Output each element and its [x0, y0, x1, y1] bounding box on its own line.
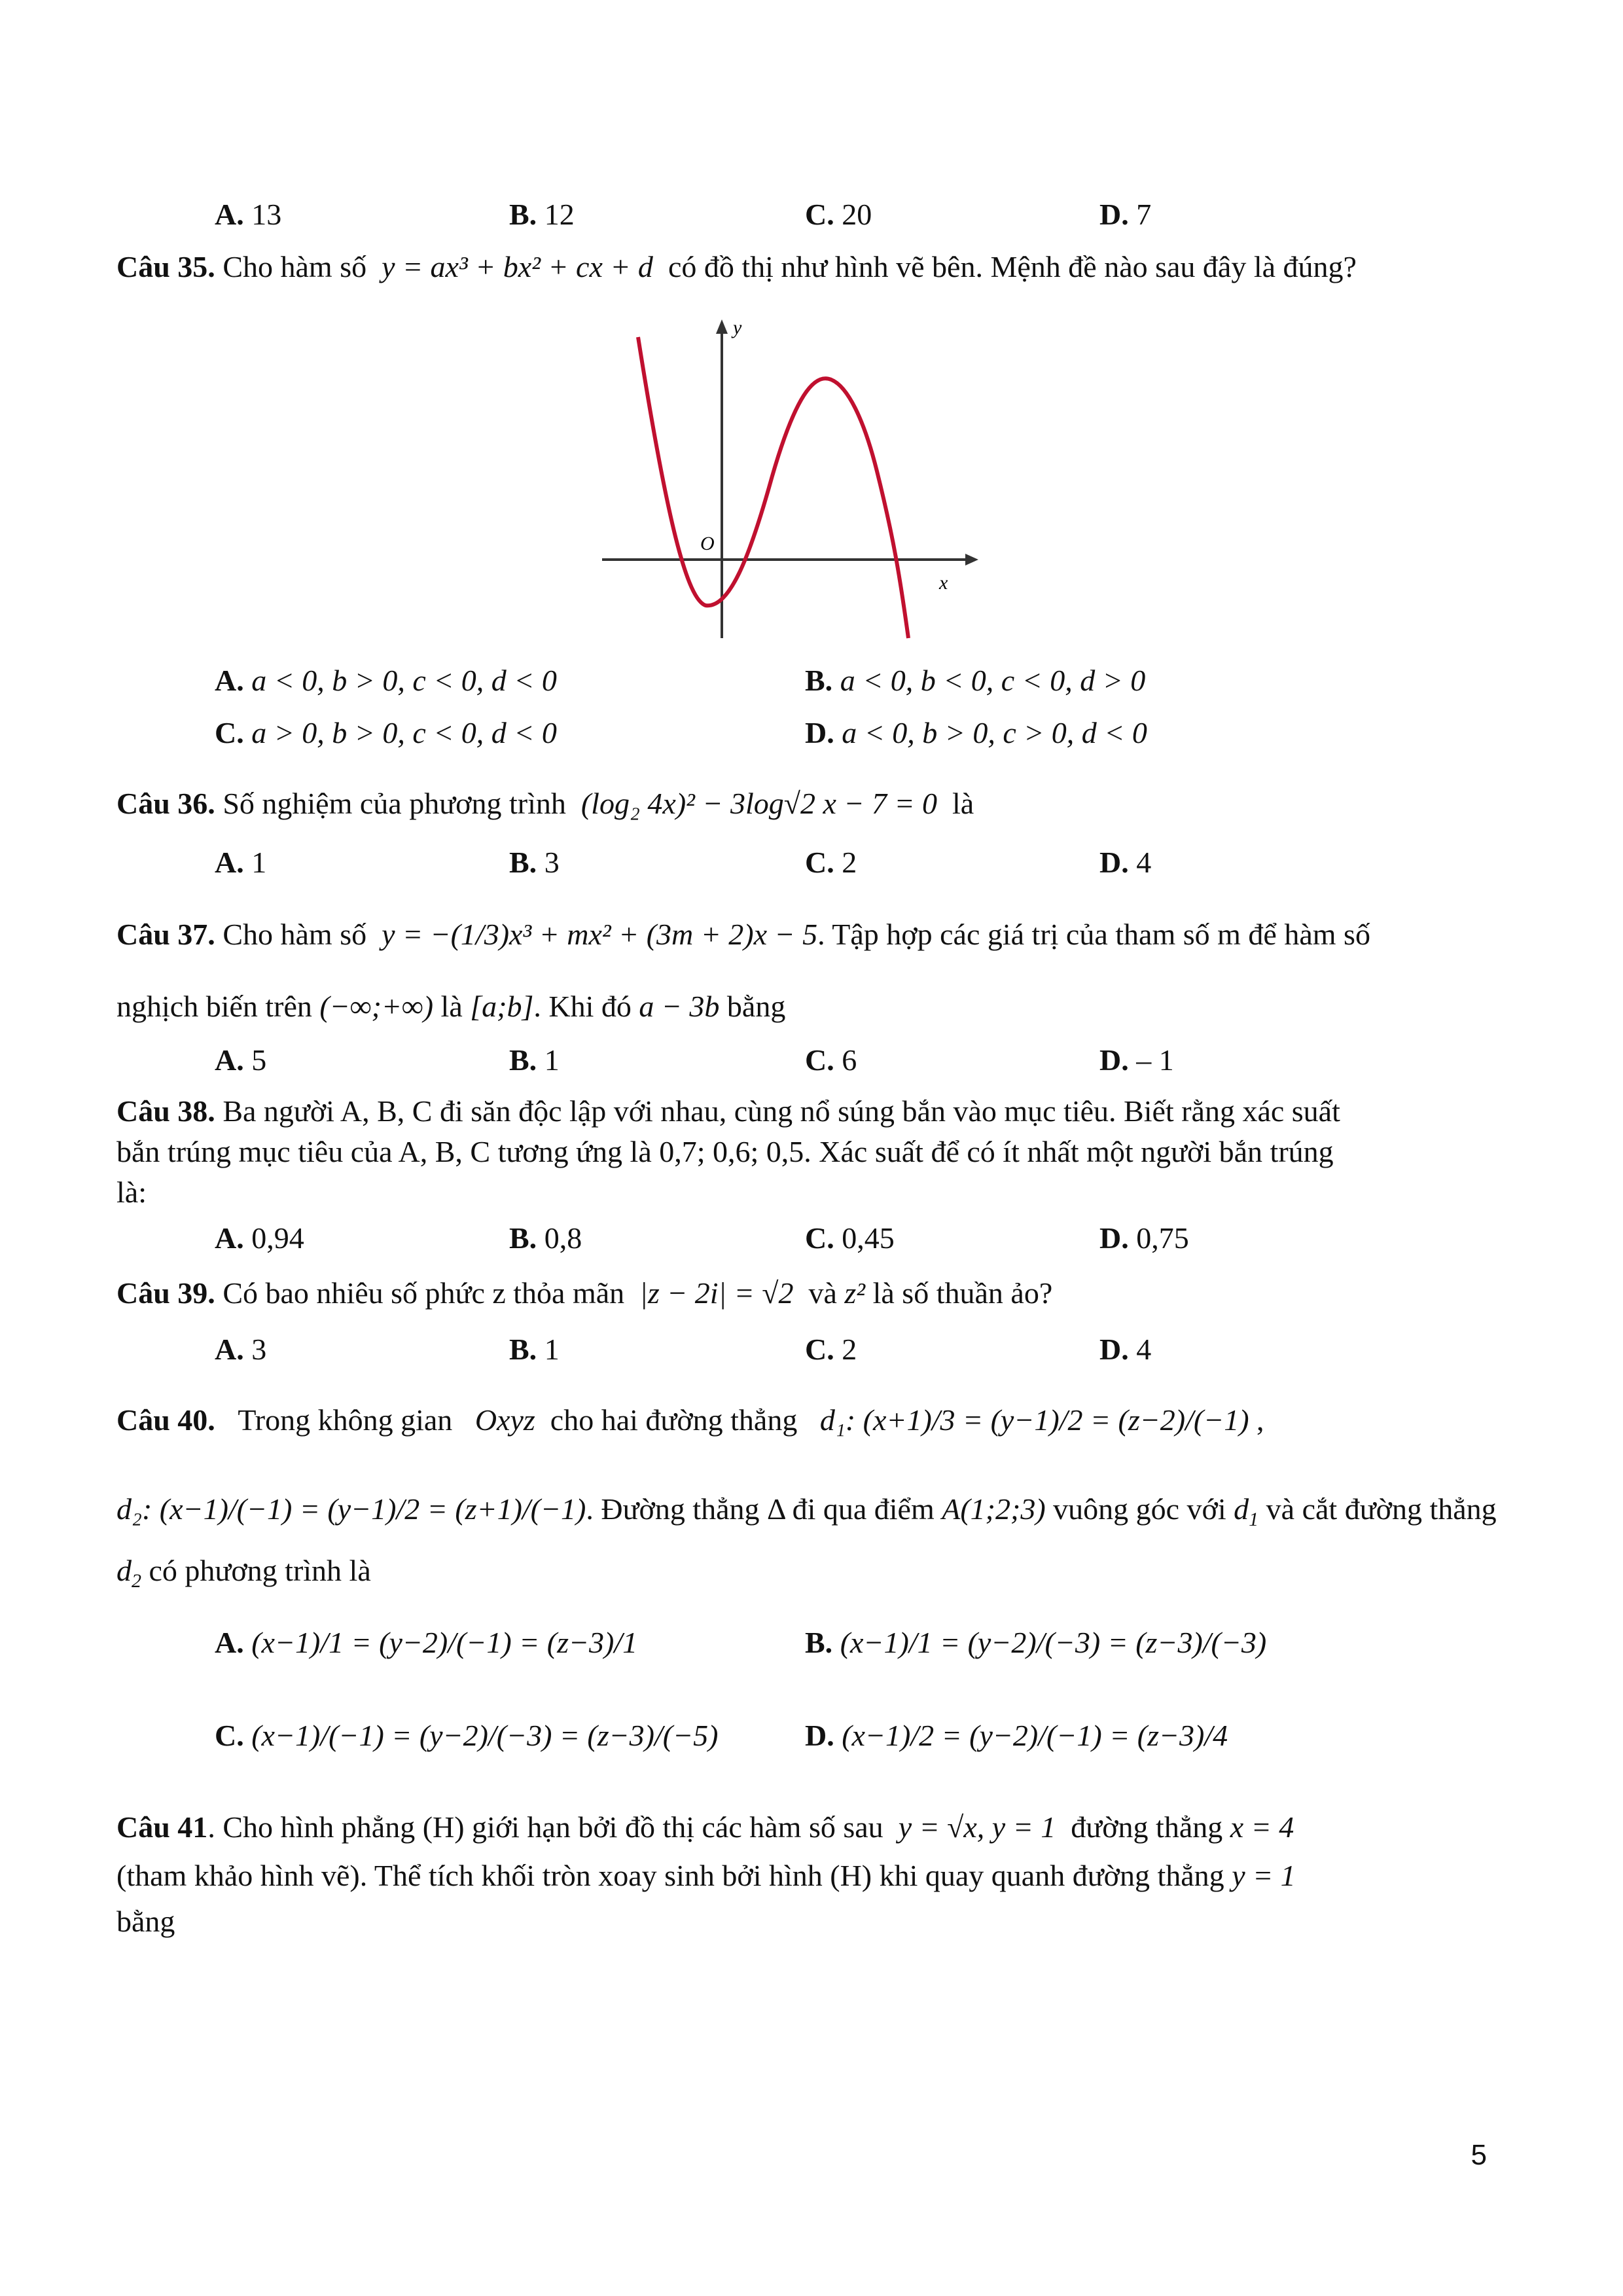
q40-option-c: C. (x−1)/(−1) = (y−2)/(−3) = (z−3)/(−5): [215, 1719, 719, 1752]
q39-option-d: D. 4: [1099, 1333, 1152, 1366]
q39-option-c: C. 2: [805, 1333, 857, 1366]
y-axis-arrow: [716, 319, 728, 334]
q38-option-d: D. 0,75: [1099, 1221, 1189, 1255]
q39-option-b: B. 1: [509, 1333, 560, 1366]
q40-option-d: D. (x−1)/2 = (y−2)/(−1) = (z−3)/4: [805, 1719, 1228, 1752]
top-option-b: B. 12: [509, 198, 575, 231]
q37-option-c: C. 6: [805, 1043, 857, 1077]
q40-line1: Câu 40. Trong không gian Oxyz cho hai đường thẳng d₁: (x+1)/3 = (y−1)/2 = (z−2)/(−1) ,: [116, 1403, 1264, 1437]
q41-line3: bằng: [116, 1905, 175, 1938]
q39-stem: Câu 39. Có bao nhiêu số phức z thỏa mãn |z − 2i| = √2 và z² là số thuần ảo?: [116, 1276, 1053, 1310]
page-number: 5: [1471, 2139, 1487, 2171]
cubic-curve: [638, 337, 908, 638]
q38-line3: là:: [116, 1175, 147, 1209]
q36-option-c: C. 2: [805, 846, 857, 879]
q35-option-a: A. a < 0, b > 0, c < 0, d < 0: [215, 664, 557, 697]
q38-option-a: A. 0,94: [215, 1221, 304, 1255]
q41-line2: (tham khảo hình vẽ). Thể tích khối tròn xoay sinh bởi hình (H) khi quay quanh đường thẳng y = 1: [116, 1859, 1296, 1892]
q40-line2: d₂: (x−1)/(−1) = (y−1)/2 = (z+1)/(−1). Đường thẳng Δ đi qua điểm A(1;2;3) vuông góc với $d_1$ và cắt đường thẳng: [116, 1492, 1497, 1531]
q36-option-a: A. 1: [215, 846, 267, 879]
q40-line3: $d_2$ có phương trình là: [116, 1554, 371, 1592]
q38-option-c: C. 0,45: [805, 1221, 895, 1255]
q35-option-b: B. a < 0, b < 0, c < 0, d > 0: [805, 664, 1146, 697]
q38-option-b: B. 0,8: [509, 1221, 582, 1255]
q35-graph: [589, 308, 982, 648]
q37-option-b: B. 1: [509, 1043, 560, 1077]
x-axis-label: x: [939, 572, 948, 594]
q37-stem-line2: nghịch biến trên (−∞;+∞) là [a;b]. Khi đó a − 3b bằng: [116, 990, 786, 1023]
q35-stem: Câu 35. Cho hàm số y = ax³ + bx² + cx + d có đồ thị như hình vẽ bên. Mệnh đề nào sau đây là đúng?: [116, 250, 1357, 283]
q35-option-d: D. a < 0, b > 0, c > 0, d < 0: [805, 716, 1147, 749]
q37-option-a: A. 5: [215, 1043, 267, 1077]
origin-label: O: [700, 533, 715, 554]
q36-stem: Câu 36. Số nghiệm của phương trình (log₂ 4x)² − 3log√2 x − 7 = 0 là: [116, 787, 974, 820]
q40-option-b: B. (x−1)/1 = (y−2)/(−3) = (z−3)/(−3): [805, 1626, 1267, 1659]
q36-option-b: B. 3: [509, 846, 560, 879]
top-option-c: C. 20: [805, 198, 872, 231]
x-axis-arrow: [965, 554, 978, 565]
top-option-d: D. 7: [1099, 198, 1152, 231]
q37-option-d: D. – 1: [1099, 1043, 1174, 1077]
q38-line1: Câu 38. Ba người A, B, C đi săn độc lập với nhau, cùng nổ súng bắn vào mục tiêu. Biết rằng xác suất: [116, 1094, 1340, 1128]
y-axis-label: y: [733, 317, 742, 338]
q35-option-c: C. a > 0, b > 0, c < 0, d < 0: [215, 716, 557, 749]
q39-option-a: A. 3: [215, 1333, 267, 1366]
q36-option-d: D. 4: [1099, 846, 1152, 879]
q37-stem-line1: Câu 37. Cho hàm số y = −(1/3)x³ + mx² + (3m + 2)x − 5. Tập hợp các giá trị của tham số m để hàm số: [116, 918, 1370, 951]
q40-option-a: A. (x−1)/1 = (y−2)/(−1) = (z−3)/1: [215, 1626, 638, 1659]
q41-line1: Câu 41. Cho hình phẳng (H) giới hạn bởi đồ thị các hàm số sau y = √x, y = 1 đường thẳng x = 4: [116, 1810, 1294, 1844]
q38-line2: bắn trúng mục tiêu của A, B, C tương ứng là 0,7; 0,6; 0,5. Xác suất để có ít nhất một người bắn trúng: [116, 1135, 1334, 1168]
top-option-a: A. 13: [215, 198, 282, 231]
